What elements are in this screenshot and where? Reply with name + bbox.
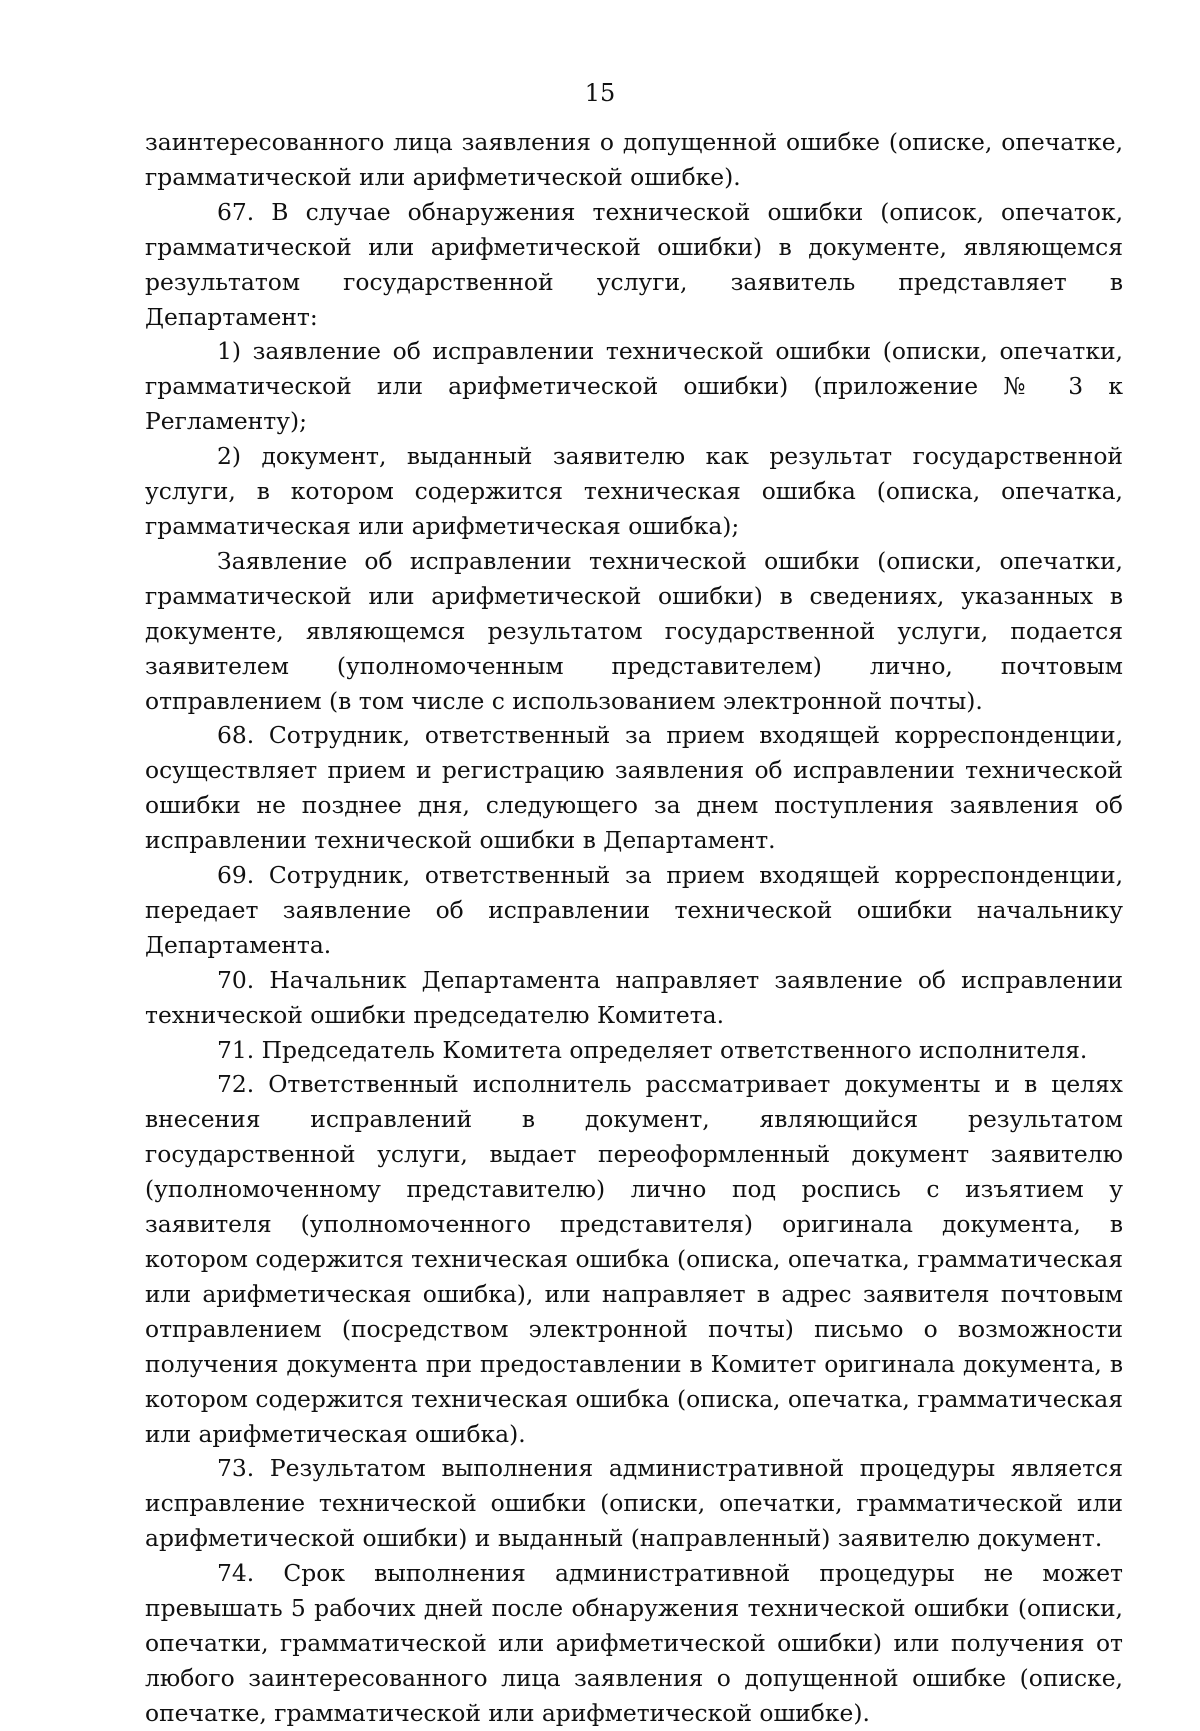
paragraph-71: 71. Председатель Комитета определяет ответственного исполнителя. [217, 1035, 1088, 1064]
paragraph-67: 67. В случае обнаружения технической ошибки (описок, опечаток, грамматической или арифметической ошибки) в документе, являющемся результатом государственной услуги, заявитель представляет в Департамент: [145, 197, 1123, 331]
document-body [145, 125, 1123, 1731]
paragraph-continuation: заинтересованного лица заявления о допущенной ошибке (описке, опечатке, грамматической или арифметической ошибке). [145, 128, 1123, 191]
paragraph-67-item-1: 1) заявление об исправлении технической ошибки (описки, опечатки, грамматической или арифметической ошибки) (приложение № 3 к Регламенту); [145, 337, 1123, 436]
paragraph-74: 74. Срок выполнения административной процедуры не может превышать 5 рабочих дней после обнаружения технической ошибки (описки, опечатки, грамматической или арифметической ошибки) или получения от любого заинтересованного лица заявления о допущенной ошибке (описке, опечатке, грамматической или арифметической ошибке). [145, 1559, 1123, 1727]
paragraph-73: 73. Результатом выполнения административной процедуры является исправление технической ошибки (описки, опечатки, грамматической или арифметической ошибки) и выданный (направленный) заявителю документ. [145, 1454, 1123, 1553]
page-number: 15 [584, 79, 616, 107]
paragraph-68: 68. Сотрудник, ответственный за прием входящей корреспонденции, осуществляет прием и регистрацию заявления об исправлении технической ошибки не позднее дня, следующего за днем поступления заявления об исправлении технической ошибки в Департамент. [145, 721, 1123, 855]
paragraph-72: 72. Ответственный исполнитель рассматривает документы и в целях внесения исправлений в документ, являющийся результатом государственной услуги, выдает переоформленный документ заявителю (уполномоченному представителю) лично под роспись с изъятием у заявителя (уполномоченного представителя) оригинала документа, в котором содержится техническая ошибка (описка, опечатка, грамматическая или арифметическая ошибка), или направляет в адрес заявителя почтовым отправлением (посредством электронной почты) письмо о возможности получения документа при предоставлении в Комитет оригинала документа, в котором содержится техническая ошибка (описка, опечатка, грамматическая или арифметическая ошибка). [145, 1070, 1123, 1448]
paragraph-application-submission: Заявление об исправлении технической ошибки (описки, опечатки, грамматической или арифметической ошибки) в сведениях, указанных в документе, являющемся результатом государственной услуги, подается заявителем (уполномоченным представителем) лично, почтовым отправлением (в том числе с использованием электронной почты). [145, 546, 1123, 715]
paragraph-67-item-2: 2) документ, выданный заявителю как результат государственной услуги, в котором содержится техническая ошибка (описка, опечатка, грамматическая или арифметическая ошибка); [145, 442, 1123, 540]
paragraph-70: 70. Начальник Департамента направляет заявление об исправлении технической ошибки председателю Комитета. [145, 965, 1123, 1029]
paragraph-69: 69. Сотрудник, ответственный за прием входящей корреспонденции, передает заявление об исправлении технической ошибки начальнику Департамента. [145, 861, 1123, 959]
